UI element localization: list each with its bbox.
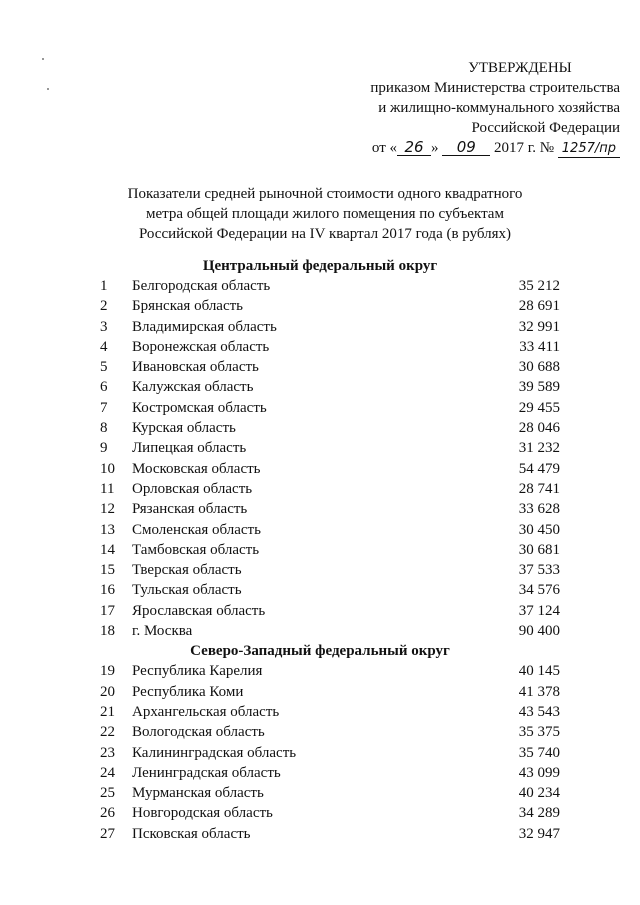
price-value: 32 947	[518, 825, 560, 842]
region-name: Новгородская область	[132, 805, 273, 822]
price-value: 31 232	[518, 440, 560, 457]
region-name: Тульская область	[132, 582, 242, 599]
table-row	[0, 459, 640, 479]
row-number: 2	[100, 298, 108, 315]
region-name: Вологодская область	[132, 724, 265, 741]
region-name: Ленинградская область	[132, 764, 281, 781]
title-line: Показатели средней рыночной стоимости одного квадратного	[127, 186, 523, 202]
approval-block	[320, 58, 620, 158]
table-row	[0, 479, 640, 499]
table-row	[0, 580, 640, 600]
price-value: 35 212	[518, 278, 560, 294]
table-row	[0, 661, 640, 681]
row-number: 6	[100, 379, 108, 396]
approval-heading: УТВЕРЖДЕНЫ	[468, 60, 572, 76]
date-prefix: от «	[371, 140, 397, 156]
price-value: 33 628	[518, 501, 560, 518]
region-name: Костромская область	[132, 399, 267, 416]
price-value: 37 533	[518, 562, 560, 579]
title-line: метра общей площади жилого помещения по субъектам	[146, 206, 504, 222]
table-row	[0, 296, 640, 316]
table-row	[0, 438, 640, 458]
approval-line: и жилищно-коммунального хозяйства	[378, 100, 620, 116]
price-value: 34 289	[518, 805, 560, 822]
table-row	[0, 621, 640, 641]
region-name: Республика Карелия	[132, 663, 263, 680]
table-row	[0, 540, 640, 560]
row-number: 24	[100, 764, 115, 781]
price-value: 30 450	[518, 521, 560, 538]
scan-speck	[47, 88, 49, 90]
document-title	[110, 184, 540, 244]
district-heading: Северо-Западный федеральный округ	[190, 643, 450, 660]
region-name: Белгородская область	[132, 278, 271, 294]
table-row	[0, 560, 640, 580]
scan-speck	[42, 58, 44, 60]
price-value: 28 046	[518, 420, 560, 437]
district-heading: Центральный федеральный округ	[202, 258, 438, 274]
price-value: 41 378	[518, 683, 560, 700]
table-row	[0, 702, 640, 722]
row-number: 16	[100, 582, 115, 599]
row-number: 18	[100, 623, 115, 640]
region-name: Ивановская область	[132, 359, 259, 376]
table-row	[0, 520, 640, 540]
row-number: 21	[100, 703, 115, 720]
price-value: 43 543	[518, 703, 560, 720]
region-name: Брянская область	[132, 298, 244, 315]
region-name: Владимирская область	[132, 318, 277, 335]
table-row	[0, 743, 640, 763]
row-number: 25	[100, 785, 115, 802]
price-value: 37 124	[518, 602, 560, 619]
table-row	[0, 763, 640, 783]
row-number: 1	[100, 278, 108, 294]
table-row	[0, 601, 640, 621]
approval-date-line	[320, 138, 620, 158]
table-row	[0, 722, 640, 742]
price-value: 28 691	[518, 298, 560, 315]
table-row	[0, 682, 640, 702]
row-number: 22	[100, 724, 115, 741]
row-number: 17	[100, 602, 115, 619]
handwritten-day: 26	[397, 139, 431, 156]
table-row	[0, 337, 640, 357]
table-row	[0, 499, 640, 519]
region-name: Смоленская область	[132, 521, 261, 538]
row-number: 10	[100, 460, 115, 477]
region-name: Московская область	[132, 460, 261, 477]
title-line: Российской Федерации на IV квартал 2017 года (в рублях)	[138, 226, 512, 242]
date-mid: »	[431, 140, 439, 156]
table-row	[0, 398, 640, 418]
row-number: 4	[100, 338, 108, 355]
region-name: Ярославская область	[132, 602, 266, 619]
row-number: 23	[100, 744, 115, 761]
price-value: 28 741	[518, 480, 560, 497]
region-name: Калужская область	[132, 379, 254, 396]
handwritten-month: 09	[442, 139, 490, 156]
price-value: 29 455	[518, 399, 560, 416]
price-value: 30 688	[518, 359, 560, 376]
row-number: 8	[100, 420, 108, 437]
table-row	[0, 783, 640, 803]
region-name: Рязанская область	[132, 501, 248, 518]
region-name: Псковская область	[132, 825, 251, 842]
row-number: 3	[100, 318, 108, 335]
row-number: 20	[100, 683, 115, 700]
price-value: 35 740	[518, 744, 560, 761]
price-value: 40 145	[518, 663, 560, 680]
table-row	[0, 377, 640, 397]
row-number: 9	[100, 440, 108, 457]
price-value: 90 400	[518, 623, 560, 640]
row-number: 26	[100, 805, 115, 822]
price-value: 35 375	[518, 724, 560, 741]
row-number: 27	[100, 825, 115, 842]
row-number: 11	[100, 480, 115, 497]
approval-line: приказом Министерства строительства	[370, 80, 620, 96]
price-value: 40 234	[518, 785, 560, 802]
region-name: Тверская область	[132, 562, 242, 579]
region-name: Республика Коми	[132, 683, 244, 700]
table-row	[0, 824, 640, 844]
region-name: Тамбовская область	[132, 541, 260, 558]
row-number: 12	[100, 501, 115, 518]
region-name: Архангельская область	[132, 703, 280, 720]
region-name: Липецкая область	[132, 440, 247, 457]
region-name: Курская область	[132, 420, 236, 437]
price-value: 30 681	[518, 541, 560, 558]
price-value: 32 991	[518, 318, 560, 335]
table-row	[0, 357, 640, 377]
year-text: 2017 г. №	[494, 140, 555, 156]
row-number: 5	[100, 359, 108, 376]
price-value: 33 411	[519, 338, 560, 355]
price-table	[0, 256, 640, 844]
price-value: 54 479	[518, 460, 560, 477]
row-number: 13	[100, 521, 115, 538]
region-name: Мурманская область	[132, 785, 264, 802]
region-name: Калининградская область	[132, 744, 297, 761]
price-value: 39 589	[518, 379, 560, 396]
price-value: 34 576	[518, 582, 560, 599]
region-name: Орловская область	[132, 480, 253, 497]
row-number: 15	[100, 562, 115, 579]
region-name: Воронежская область	[132, 338, 270, 355]
table-row	[0, 317, 640, 337]
row-number: 14	[100, 541, 115, 558]
table-row	[0, 276, 640, 296]
row-number: 19	[100, 663, 115, 680]
table-row	[0, 803, 640, 823]
price-value: 43 099	[518, 764, 560, 781]
row-number: 7	[100, 399, 108, 416]
region-name: г. Москва	[132, 623, 193, 640]
handwritten-order-number: 1257/пр	[558, 141, 620, 158]
table-row	[0, 418, 640, 438]
approval-line: Российской Федерации	[471, 120, 620, 136]
